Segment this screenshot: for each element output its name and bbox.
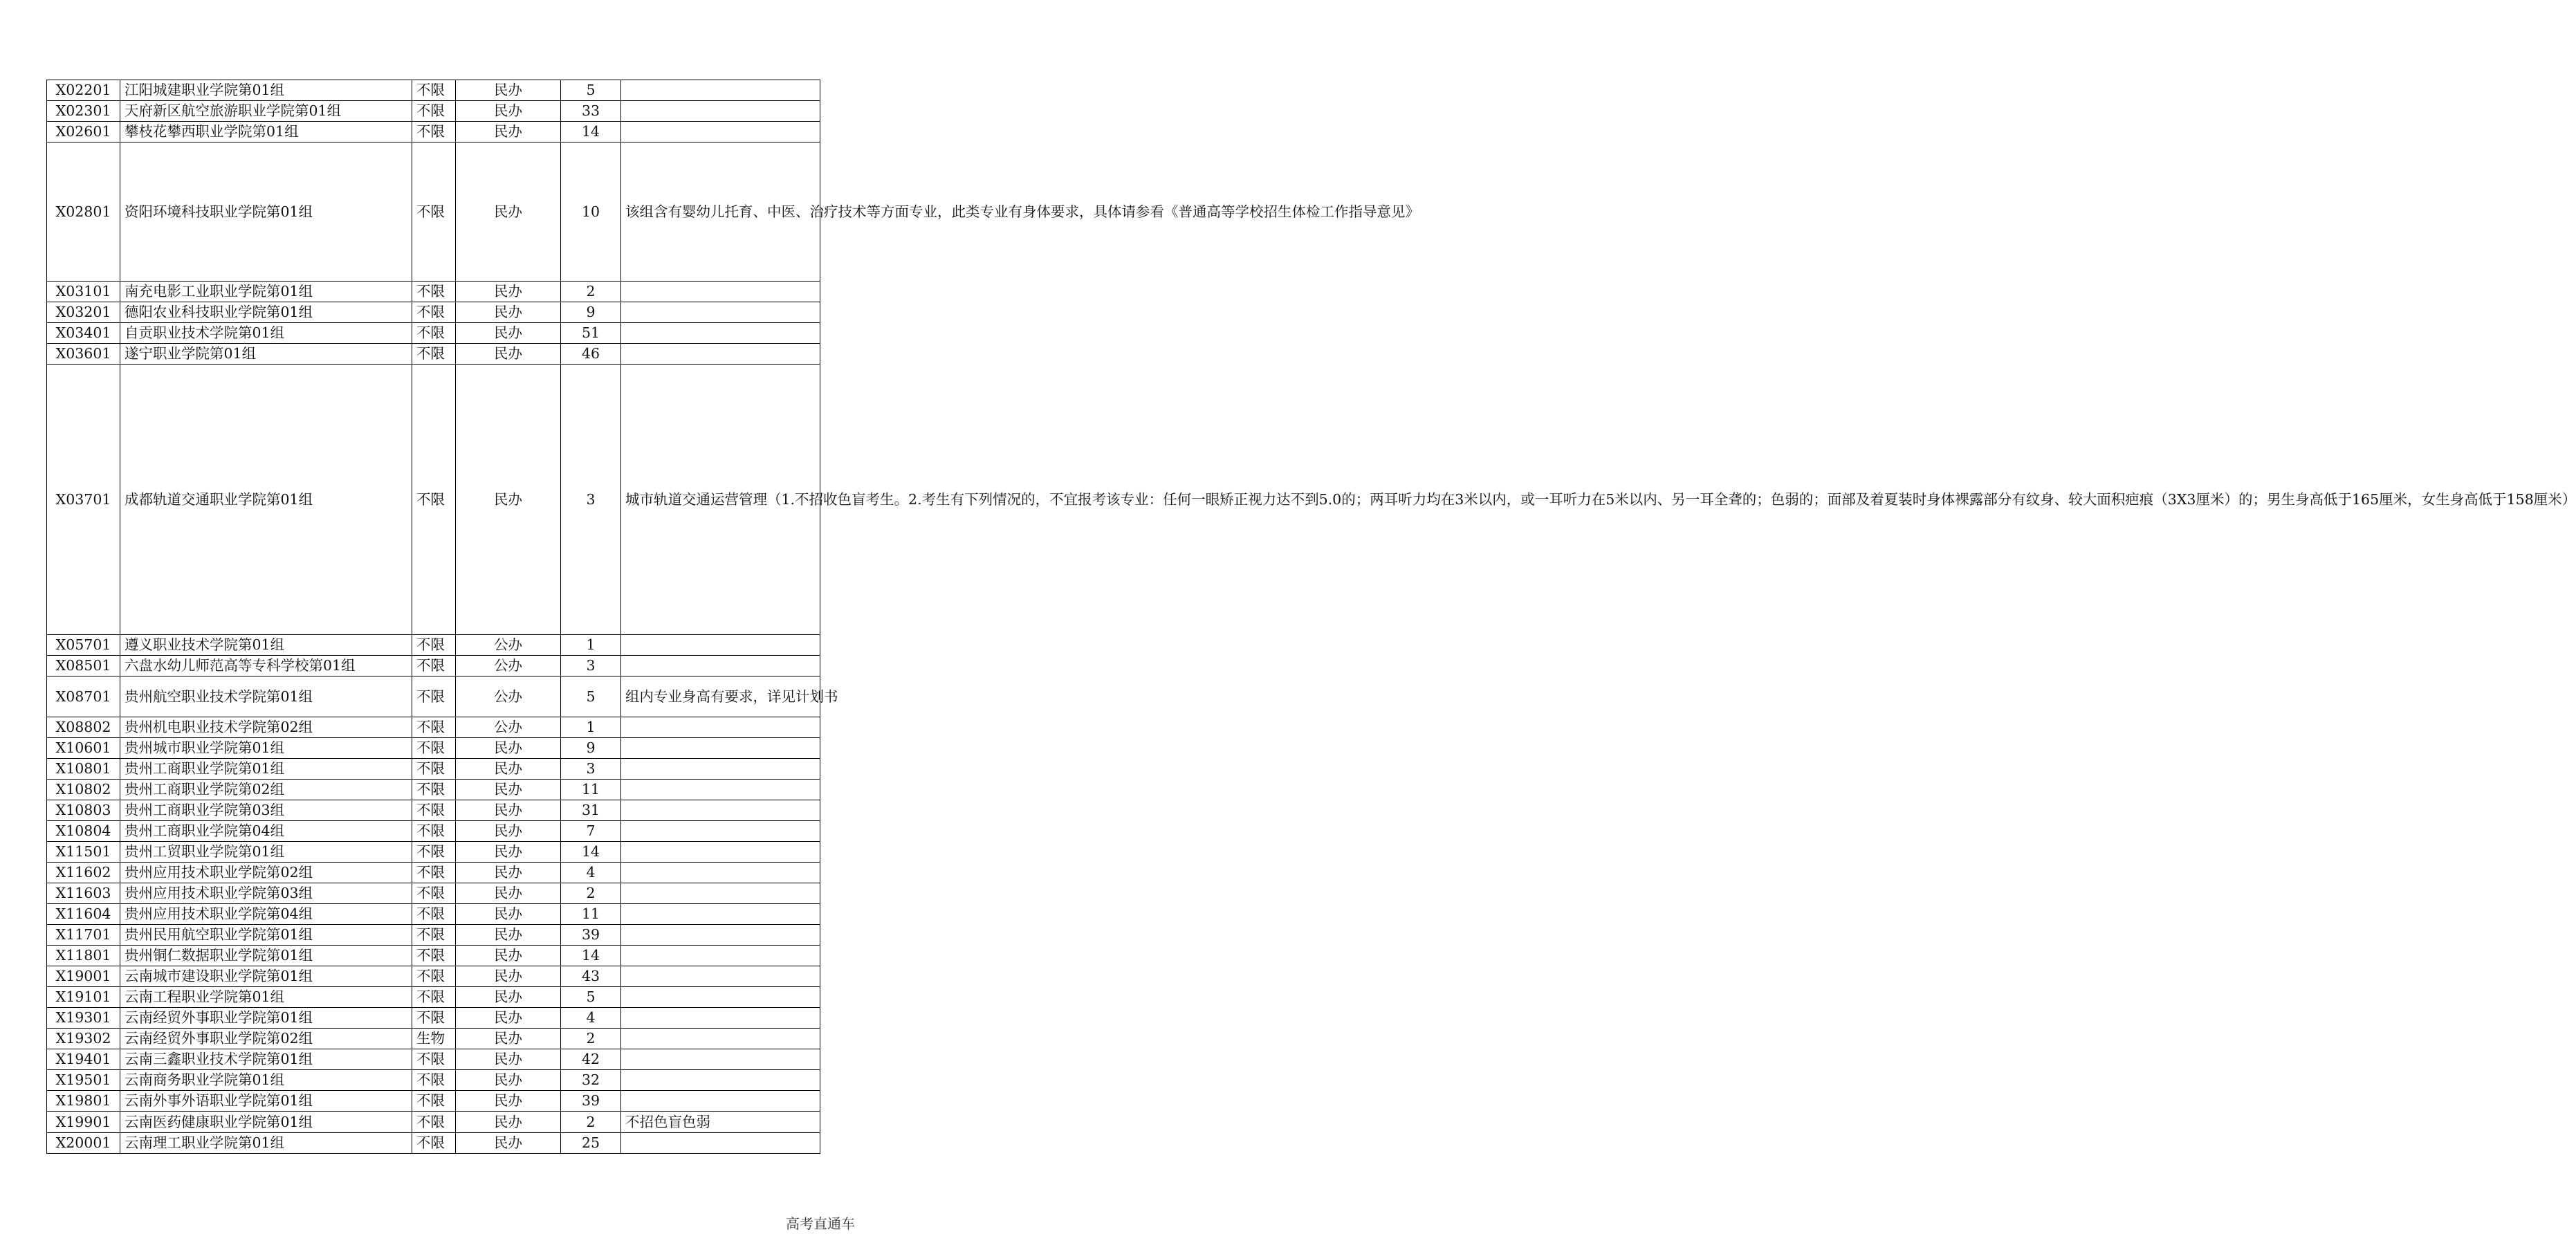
subject-requirement: 不限 xyxy=(412,323,456,344)
school-type: 民办 xyxy=(456,344,561,365)
school-type: 民办 xyxy=(456,1008,561,1029)
school-type: 民办 xyxy=(456,883,561,904)
group-code: X03701 xyxy=(47,365,120,635)
plan-count: 9 xyxy=(561,738,621,759)
school-group-name: 遂宁职业学院第01组 xyxy=(120,344,412,365)
remarks xyxy=(621,656,820,676)
subject-requirement: 不限 xyxy=(412,282,456,302)
subject-requirement: 不限 xyxy=(412,1112,456,1133)
school-type: 民办 xyxy=(456,1133,561,1154)
remarks xyxy=(621,821,820,842)
group-code: X19801 xyxy=(47,1091,120,1112)
subject-requirement: 不限 xyxy=(412,883,456,904)
school-group-name: 云南经贸外事职业学院第01组 xyxy=(120,1008,412,1029)
school-type: 民办 xyxy=(456,759,561,780)
school-group-name: 贵州工贸职业学院第01组 xyxy=(120,842,412,863)
plan-count: 2 xyxy=(561,1112,621,1133)
remarks xyxy=(621,780,820,800)
group-code: X05701 xyxy=(47,635,120,656)
school-type: 民办 xyxy=(456,966,561,987)
table-row xyxy=(47,738,820,759)
remarks xyxy=(621,635,820,656)
group-code: X10803 xyxy=(47,800,120,821)
group-code: X03101 xyxy=(47,282,120,302)
group-code: X02201 xyxy=(47,80,120,101)
plan-count: 5 xyxy=(561,676,621,717)
group-code: X02801 xyxy=(47,142,120,282)
subject-requirement: 不限 xyxy=(412,656,456,676)
subject-requirement: 不限 xyxy=(412,1133,456,1154)
school-group-name: 云南经贸外事职业学院第02组 xyxy=(120,1029,412,1049)
table-row xyxy=(47,1070,820,1091)
school-type: 民办 xyxy=(456,800,561,821)
remarks xyxy=(621,282,820,302)
group-code: X19501 xyxy=(47,1070,120,1091)
school-type: 民办 xyxy=(456,101,561,122)
school-group-name: 贵州工商职业学院第04组 xyxy=(120,821,412,842)
table-row xyxy=(47,635,820,656)
subject-requirement: 不限 xyxy=(412,800,456,821)
group-code: X11602 xyxy=(47,863,120,883)
group-code: X08701 xyxy=(47,676,120,717)
remarks xyxy=(621,80,820,101)
school-group-name: 贵州工商职业学院第03组 xyxy=(120,800,412,821)
group-code: X19302 xyxy=(47,1029,120,1049)
group-code: X11603 xyxy=(47,883,120,904)
remarks xyxy=(621,344,820,365)
subject-requirement: 不限 xyxy=(412,302,456,323)
subject-requirement: 不限 xyxy=(412,842,456,863)
school-type: 民办 xyxy=(456,987,561,1008)
remarks xyxy=(621,738,820,759)
plan-count: 4 xyxy=(561,863,621,883)
table-row xyxy=(47,365,820,635)
school-type: 公办 xyxy=(456,635,561,656)
table-row xyxy=(47,904,820,925)
remarks xyxy=(621,302,820,323)
subject-requirement: 不限 xyxy=(412,365,456,635)
subject-requirement: 不限 xyxy=(412,1091,456,1112)
remarks: 该组含有婴幼儿托育、中医、治疗技术等方面专业，此类专业有身体要求，具体请参看《普通高等学校招生体检工作指导意见》 xyxy=(621,142,820,282)
school-type: 民办 xyxy=(456,1070,561,1091)
subject-requirement: 不限 xyxy=(412,821,456,842)
plan-count: 14 xyxy=(561,946,621,966)
table-row xyxy=(47,780,820,800)
plan-count: 1 xyxy=(561,635,621,656)
plan-count: 7 xyxy=(561,821,621,842)
table-row xyxy=(47,1029,820,1049)
plan-count: 9 xyxy=(561,302,621,323)
table-row xyxy=(47,676,820,717)
school-type: 民办 xyxy=(456,1029,561,1049)
plan-count: 4 xyxy=(561,1008,621,1029)
group-code: X10801 xyxy=(47,759,120,780)
plan-count: 3 xyxy=(561,365,621,635)
remarks xyxy=(621,1070,820,1091)
school-type: 公办 xyxy=(456,676,561,717)
school-type: 民办 xyxy=(456,1112,561,1133)
remarks xyxy=(621,717,820,738)
school-type: 民办 xyxy=(456,122,561,142)
table-row xyxy=(47,1133,820,1154)
enrollment-plan-table xyxy=(46,80,2576,1154)
table-row xyxy=(47,302,820,323)
group-code: X11701 xyxy=(47,925,120,946)
group-code: X03201 xyxy=(47,302,120,323)
group-code: X10601 xyxy=(47,738,120,759)
group-code: X19101 xyxy=(47,987,120,1008)
school-type: 民办 xyxy=(456,780,561,800)
school-group-name: 云南商务职业学院第01组 xyxy=(120,1070,412,1091)
remarks xyxy=(621,1049,820,1070)
plan-count: 3 xyxy=(561,656,621,676)
subject-requirement: 不限 xyxy=(412,142,456,282)
subject-requirement: 不限 xyxy=(412,635,456,656)
group-code: X19301 xyxy=(47,1008,120,1029)
school-group-name: 贵州工商职业学院第01组 xyxy=(120,759,412,780)
subject-requirement: 不限 xyxy=(412,738,456,759)
school-group-name: 贵州机电职业技术学院第02组 xyxy=(120,717,412,738)
table-row xyxy=(47,344,820,365)
school-type: 民办 xyxy=(456,365,561,635)
plan-count: 11 xyxy=(561,780,621,800)
subject-requirement: 不限 xyxy=(412,1070,456,1091)
table-row xyxy=(47,1112,820,1133)
subject-requirement: 生物 xyxy=(412,1029,456,1049)
school-type: 民办 xyxy=(456,302,561,323)
remarks xyxy=(621,323,820,344)
remarks xyxy=(621,987,820,1008)
remarks xyxy=(621,122,820,142)
subject-requirement: 不限 xyxy=(412,1049,456,1070)
group-code: X02301 xyxy=(47,101,120,122)
group-code: X08501 xyxy=(47,656,120,676)
remarks: 组内专业身高有要求，详见计划书 xyxy=(621,676,820,717)
table-row xyxy=(47,282,820,302)
table-row xyxy=(47,759,820,780)
school-type: 民办 xyxy=(456,80,561,101)
plan-count: 14 xyxy=(561,842,621,863)
plan-count: 51 xyxy=(561,323,621,344)
table-row xyxy=(47,1091,820,1112)
plan-count: 25 xyxy=(561,1133,621,1154)
group-code: X02601 xyxy=(47,122,120,142)
group-code: X19901 xyxy=(47,1112,120,1133)
plan-count: 10 xyxy=(561,142,621,282)
remarks xyxy=(621,904,820,925)
plan-count: 32 xyxy=(561,1070,621,1091)
school-group-name: 贵州工商职业学院第02组 xyxy=(120,780,412,800)
school-type: 民办 xyxy=(456,1091,561,1112)
subject-requirement: 不限 xyxy=(412,344,456,365)
remarks xyxy=(621,925,820,946)
group-code: X19001 xyxy=(47,966,120,987)
table-row xyxy=(47,656,820,676)
group-code: X11501 xyxy=(47,842,120,863)
plan-count: 1 xyxy=(561,717,621,738)
school-group-name: 贵州应用技术职业学院第04组 xyxy=(120,904,412,925)
subject-requirement: 不限 xyxy=(412,780,456,800)
subject-requirement: 不限 xyxy=(412,966,456,987)
school-type: 民办 xyxy=(456,142,561,282)
plan-count: 46 xyxy=(561,344,621,365)
school-group-name: 成都轨道交通职业学院第01组 xyxy=(120,365,412,635)
plan-count: 2 xyxy=(561,1029,621,1049)
subject-requirement: 不限 xyxy=(412,122,456,142)
remarks: 不招色盲色弱 xyxy=(621,1112,820,1133)
group-code: X20001 xyxy=(47,1133,120,1154)
table-row xyxy=(47,122,820,142)
subject-requirement: 不限 xyxy=(412,946,456,966)
subject-requirement: 不限 xyxy=(412,759,456,780)
plan-count: 5 xyxy=(561,80,621,101)
school-type: 民办 xyxy=(456,282,561,302)
table-row xyxy=(47,800,820,821)
school-group-name: 贵州应用技术职业学院第03组 xyxy=(120,883,412,904)
group-code: X03401 xyxy=(47,323,120,344)
school-type: 民办 xyxy=(456,842,561,863)
plan-count: 43 xyxy=(561,966,621,987)
table-row xyxy=(47,966,820,987)
remarks xyxy=(621,842,820,863)
plan-count: 5 xyxy=(561,987,621,1008)
subject-requirement: 不限 xyxy=(412,1008,456,1029)
remarks xyxy=(621,863,820,883)
group-code: X08802 xyxy=(47,717,120,738)
school-group-name: 云南医药健康职业学院第01组 xyxy=(120,1112,412,1133)
remarks xyxy=(621,1133,820,1154)
school-type: 民办 xyxy=(456,738,561,759)
school-group-name: 德阳农业科技职业学院第01组 xyxy=(120,302,412,323)
school-group-name: 贵州应用技术职业学院第02组 xyxy=(120,863,412,883)
school-type: 民办 xyxy=(456,821,561,842)
school-group-name: 南充电影工业职业学院第01组 xyxy=(120,282,412,302)
school-group-name: 自贡职业技术学院第01组 xyxy=(120,323,412,344)
school-group-name: 云南外事外语职业学院第01组 xyxy=(120,1091,412,1112)
plan-count: 31 xyxy=(561,800,621,821)
plan-count: 2 xyxy=(561,883,621,904)
remarks xyxy=(621,800,820,821)
school-group-name: 云南理工职业学院第01组 xyxy=(120,1133,412,1154)
school-group-name: 贵州航空职业技术学院第01组 xyxy=(120,676,412,717)
remarks xyxy=(621,759,820,780)
remarks xyxy=(621,946,820,966)
subject-requirement: 不限 xyxy=(412,987,456,1008)
school-group-name: 江阳城建职业学院第01组 xyxy=(120,80,412,101)
school-group-name: 贵州城市职业学院第01组 xyxy=(120,738,412,759)
school-type: 民办 xyxy=(456,925,561,946)
group-code: X03601 xyxy=(47,344,120,365)
table-row xyxy=(47,1049,820,1070)
group-code: X10802 xyxy=(47,780,120,800)
school-group-name: 贵州民用航空职业学院第01组 xyxy=(120,925,412,946)
table-row xyxy=(47,987,820,1008)
table-row xyxy=(47,101,820,122)
group-code: X19401 xyxy=(47,1049,120,1070)
plan-count: 2 xyxy=(561,282,621,302)
school-type: 民办 xyxy=(456,1049,561,1070)
school-type: 公办 xyxy=(456,717,561,738)
school-type: 民办 xyxy=(456,904,561,925)
remarks xyxy=(621,1029,820,1049)
school-group-name: 云南三鑫职业技术学院第01组 xyxy=(120,1049,412,1070)
remarks: 城市轨道交通运营管理（1.不招收色盲考生。2.考生有下列情况的，不宜报考该专业：任何一眼矫正视力达不到5.0的；两耳听力均在3米以内，或一耳听力在5米以内、另一耳全聋的；色弱的；面部及着夏装时身体裸露部分有纹身、较大面积疤痕（3X3厘米）的；男生身高低于165厘米，女生身高低于158厘米） xyxy=(621,365,820,635)
school-group-name: 六盘水幼儿师范高等专科学校第01组 xyxy=(120,656,412,676)
school-group-name: 贵州铜仁数据职业学院第01组 xyxy=(120,946,412,966)
subject-requirement: 不限 xyxy=(412,863,456,883)
plan-count: 39 xyxy=(561,925,621,946)
subject-requirement: 不限 xyxy=(412,717,456,738)
group-code: X11801 xyxy=(47,946,120,966)
table-row xyxy=(47,863,820,883)
school-type: 民办 xyxy=(456,863,561,883)
school-group-name: 遵义职业技术学院第01组 xyxy=(120,635,412,656)
subject-requirement: 不限 xyxy=(412,676,456,717)
subject-requirement: 不限 xyxy=(412,925,456,946)
table-row xyxy=(47,1008,820,1029)
remarks xyxy=(621,101,820,122)
subject-requirement: 不限 xyxy=(412,101,456,122)
table-row xyxy=(47,323,820,344)
plan-count: 33 xyxy=(561,101,621,122)
table-row xyxy=(47,946,820,966)
table-row xyxy=(47,883,820,904)
school-type: 民办 xyxy=(456,946,561,966)
plan-count: 39 xyxy=(561,1091,621,1112)
remarks xyxy=(621,1008,820,1029)
school-group-name: 云南城市建设职业学院第01组 xyxy=(120,966,412,987)
school-type: 民办 xyxy=(456,323,561,344)
plan-count: 11 xyxy=(561,904,621,925)
remarks xyxy=(621,966,820,987)
table-row xyxy=(47,842,820,863)
table-row xyxy=(47,717,820,738)
group-code: X11604 xyxy=(47,904,120,925)
plan-count: 42 xyxy=(561,1049,621,1070)
table-row xyxy=(47,80,820,101)
school-group-name: 云南工程职业学院第01组 xyxy=(120,987,412,1008)
group-code: X10804 xyxy=(47,821,120,842)
school-group-name: 资阳环境科技职业学院第01组 xyxy=(120,142,412,282)
subject-requirement: 不限 xyxy=(412,904,456,925)
school-group-name: 天府新区航空旅游职业学院第01组 xyxy=(120,101,412,122)
footer-brand: 高考直通车 xyxy=(786,1215,855,1232)
remarks xyxy=(621,883,820,904)
plan-count: 14 xyxy=(561,122,621,142)
subject-requirement: 不限 xyxy=(412,80,456,101)
school-group-name: 攀枝花攀西职业学院第01组 xyxy=(120,122,412,142)
school-type: 公办 xyxy=(456,656,561,676)
plan-count: 3 xyxy=(561,759,621,780)
table-row xyxy=(47,925,820,946)
table-row xyxy=(47,821,820,842)
table-row xyxy=(47,142,820,282)
remarks xyxy=(621,1091,820,1112)
